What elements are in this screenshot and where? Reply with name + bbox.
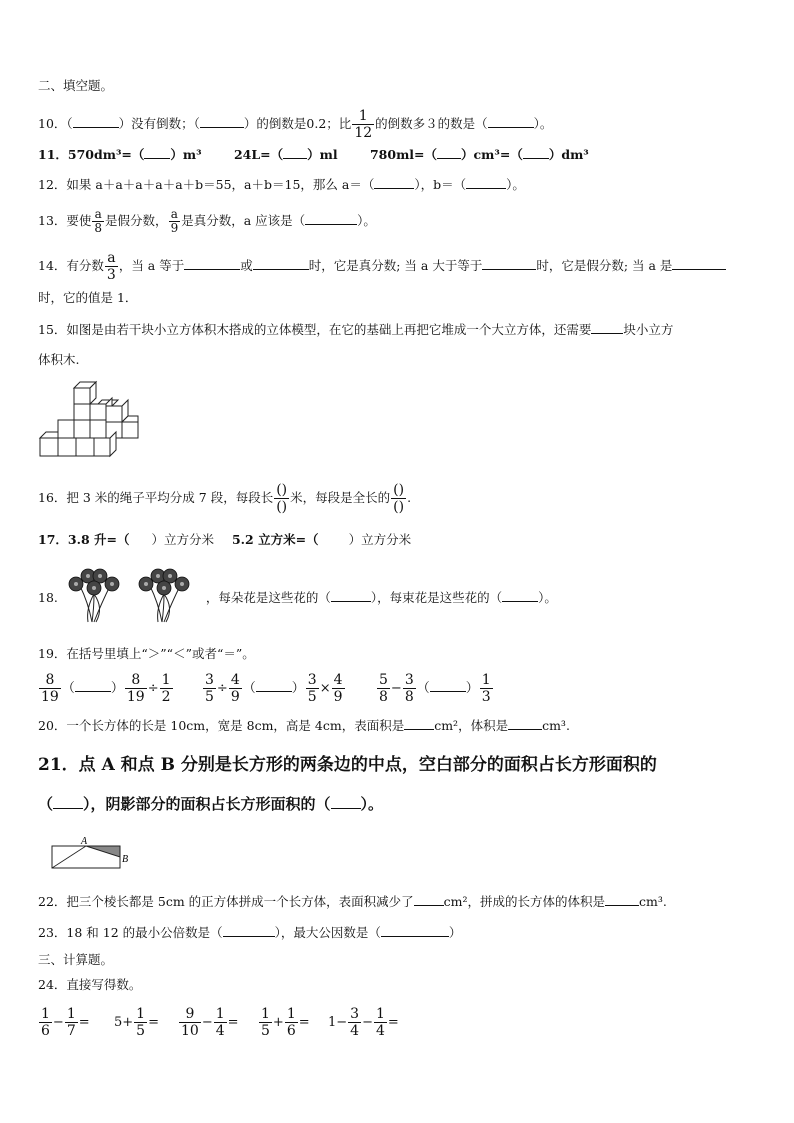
label-b: B [122, 854, 129, 865]
fraction-blank[interactable]: $\frac{()}{()}$ [393, 482, 405, 515]
fraction: $\frac{a}{8}$ [94, 207, 103, 235]
compare-group-2: $\frac{3}{5}$ ÷ $\frac{4}{9}$ （ ） $\frac{3}{5}$ × $\frac{4}{9}$ [205, 672, 343, 705]
rectangle-figure [48, 834, 140, 872]
expr-5: 1− $\frac{3}{4}$ − $\frac{1}{4}$ = [328, 1006, 399, 1039]
answer-blank[interactable] [414, 893, 444, 906]
answer-blank[interactable] [482, 257, 536, 270]
compare-blank[interactable] [75, 679, 111, 692]
section-title-fill: 二、填空题。 [38, 78, 114, 93]
flower-bouquets-figure [64, 566, 202, 624]
question-14-cont: 时，它的值是 1． [38, 290, 138, 305]
expr-1: $\frac{1}{6}$ − $\frac{1}{7}$ = [41, 1006, 90, 1039]
question-24: 24．直接写得数。 [38, 977, 142, 992]
question-11: 11．570dm³=（ ）m³ 24L=（ ）ml 780ml=（ ）cm³=（ ）dm³ [38, 147, 589, 162]
question-13: 13．要使 $\frac{a}{8}$ 是假分数， $\frac{a}{9}$ 是真分数，a 应该是（ ）。 [38, 207, 376, 235]
compare-group-3: $\frac{5}{8}$ − $\frac{3}{8}$ （ ） $\frac{1}{3}$ [379, 672, 491, 705]
answer-blank[interactable] [488, 115, 534, 128]
answer-blank[interactable] [502, 589, 538, 602]
cube-model-figure [38, 380, 140, 460]
question-12: 12．如果 a＋a＋a＋a＋a＋b＝55，a＋b＝15，那么 a＝（ ），b＝（ ）。 [38, 177, 525, 192]
answer-blank[interactable] [374, 176, 414, 189]
answer-blank[interactable] [200, 115, 244, 128]
compare-blank[interactable] [256, 679, 292, 692]
answer-blank[interactable] [437, 146, 461, 159]
answer-blank[interactable] [466, 176, 506, 189]
answer-blank[interactable] [523, 146, 549, 159]
answer-blank[interactable] [253, 257, 309, 270]
question-14: 14．有分数 $\frac{a}{3}$ ，当 a 等于 或 时，它是真分数; 当 a 大于等于 时，它是假分数; 当 a 是 [38, 250, 726, 283]
answer-blank[interactable] [591, 321, 623, 334]
expr-3: $\frac{9}{10}$ − $\frac{1}{4}$ = [181, 1006, 239, 1039]
answer-blank[interactable] [53, 796, 83, 809]
answer-blank[interactable] [672, 257, 726, 270]
answer-blank[interactable] [331, 796, 361, 809]
question-18: 18. ，每朵花是这些花的（ ），每束花是这些花的（ ）。 [38, 590, 557, 605]
question-10: 10．（ ）没有倒数；（ ）的倒数是0.2；比 $\frac{1}{12}$ 的倒数多３的数是（ ）。 [38, 108, 553, 141]
question-16: 16．把 3 米的绳子平均分成 7 段，每段长 $\frac{()}{()}$ 米，每段是全长的 $\frac{()}{()}$ . [38, 482, 412, 515]
answer-blank[interactable] [184, 257, 240, 270]
answer-blank[interactable] [508, 717, 542, 730]
answer-blank[interactable] [144, 146, 170, 159]
answer-blank[interactable] [331, 589, 371, 602]
question-15-cont: 体积木. [38, 352, 80, 367]
section-title-calc: 三、计算题。 [38, 952, 114, 967]
question-22: 22．把三个棱长都是 5cm 的正方体拼成一个长方体，表面积减少了 cm²，拼成的长方体的体积是 cm³. [38, 894, 667, 909]
question-15: 15．如图是由若干块小立方体积木搭成的立体模型，在它的基础上再把它堆成一个大立方体，还需要 块小立方 [38, 322, 674, 337]
compare-blank[interactable] [430, 679, 466, 692]
answer-blank[interactable] [283, 146, 307, 159]
answer-blank[interactable] [404, 717, 434, 730]
answer-blank[interactable] [381, 924, 449, 937]
expr-4: $\frac{1}{5}$ + $\frac{1}{6}$ = [261, 1006, 310, 1039]
question-17: 17．3.8 升=（ ）立方分米 5.2 立方米=（ ）立方分米 [38, 532, 412, 547]
expr-2: 5+ $\frac{1}{5}$ = [114, 1006, 159, 1039]
answer-blank[interactable] [223, 924, 275, 937]
question-21-cont: （ ），阴影部分的面积占长方形面积的（ ）。 [38, 795, 384, 813]
question-19: 19．在括号里填上“＞”“＜”或者“＝”。 [38, 646, 255, 661]
label-a: A [81, 836, 88, 847]
question-21: 21．点 A 和点 B 分别是长方形的两条边的中点，空白部分的面积占长方形面积的 [38, 755, 657, 775]
question-20: 20．一个长方体的长是 10cm，宽是 8cm，高是 4cm，表面积是 cm²，体积是 cm³. [38, 718, 570, 733]
fraction: $\frac{1}{12}$ [354, 108, 373, 141]
fraction: $\frac{a}{9}$ [170, 207, 179, 235]
compare-group-1: $\frac{8}{19}$ （ ） $\frac{8}{19}$ ÷ $\frac{1}{2}$ [41, 672, 171, 705]
question-23: 23．18 和 12 的最小公倍数是（ ），最大公因数是（ ） [38, 925, 462, 940]
fraction-blank[interactable]: $\frac{()}{()}$ [276, 482, 288, 515]
answer-blank[interactable] [605, 893, 639, 906]
answer-blank[interactable] [305, 212, 357, 225]
answer-blank[interactable] [73, 115, 119, 128]
fraction: $\frac{a}{3}$ [106, 250, 116, 283]
